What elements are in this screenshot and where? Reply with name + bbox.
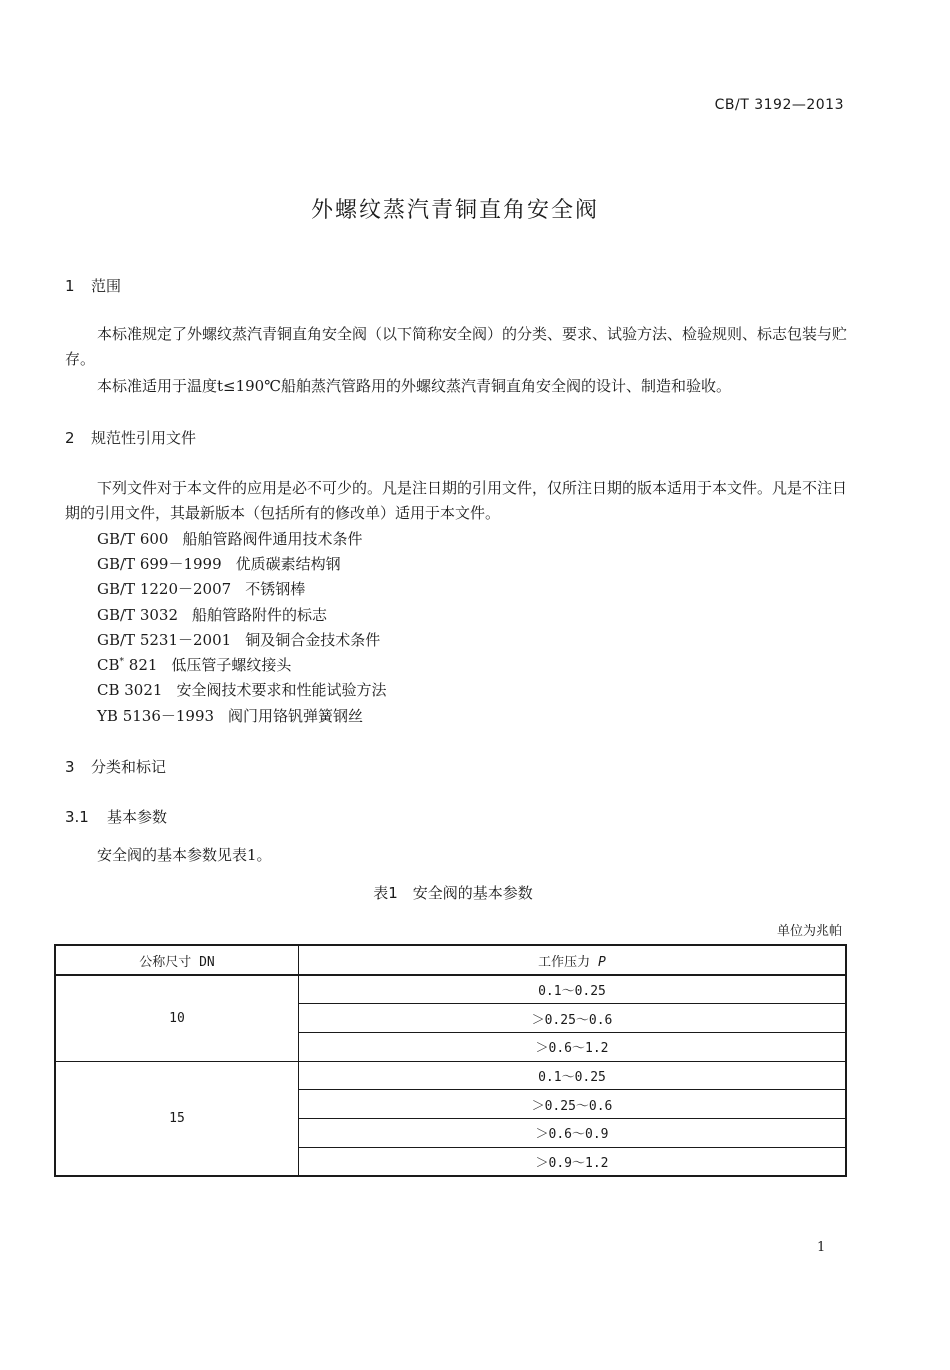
section-1-heading (65, 275, 121, 296)
reference-name: 不锈钢棒 (245, 580, 306, 598)
reference-item (97, 629, 380, 650)
reference-name: 阀门用铬钒弹簧钢丝 (228, 707, 364, 725)
pressure-cell: ＞0.9～1.2 (299, 1147, 847, 1176)
scope-paragraph-1: 本标准规定了外螺纹蒸汽青铜直角安全阀（以下简称安全阀）的分类、要求、试验方法、检验规则、标志包装与贮存。 (65, 325, 848, 368)
reference-name: 船舶管路阀件通用技术条件 (182, 530, 363, 548)
table-caption: 表1 安全阀的基本参数 (373, 884, 533, 902)
reference-name: 铜及铜合金技术条件 (245, 631, 381, 649)
reference-name: 低压管子螺纹接头 (171, 656, 292, 674)
reference-code: GB/T 1220－2007 (97, 580, 232, 598)
reference-code (97, 656, 157, 674)
dn-cell: 10 (55, 975, 299, 1061)
header-dn: 公称尺寸 DN (55, 945, 299, 975)
section-2-heading (65, 427, 196, 448)
reference-code-suffix: 821 (128, 656, 158, 674)
parameters-table (54, 944, 847, 1177)
reference-name: 优质碳素结构钢 (235, 555, 341, 573)
pressure-cell: 0.1～0.25 (299, 1061, 847, 1090)
references-intro-paragraph: 下列文件对于本文件的应用是必不可少的。凡是注日期的引用文件，仅所注日期的版本适用于本文件。凡是不注日期的引用文件，其最新版本（包括所有的修改单）适用于本文件。 (65, 479, 848, 522)
scope-paragraph-2: 本标准适用于温度t≤190℃船舶蒸汽管路用的外螺纹蒸汽青铜直角安全阀的设计、制造和验收。 (97, 377, 732, 395)
reference-item (97, 528, 362, 549)
reference-item (97, 553, 341, 574)
table-row (55, 1061, 846, 1090)
section-number: 3.1 (65, 808, 89, 826)
dn-cell: 15 (55, 1061, 299, 1176)
reference-code-asterisk: * (119, 657, 124, 667)
pressure-cell: ＞0.25～0.6 (299, 1090, 847, 1119)
reference-code-prefix: CB (97, 656, 120, 674)
page-number: 1 (817, 1240, 826, 1255)
pressure-cell: 0.1～0.25 (299, 975, 847, 1004)
reference-code: GB/T 5231－2001 (97, 631, 232, 649)
section-title: 范围 (91, 277, 122, 295)
header-pressure-symbol: P (598, 954, 606, 970)
reference-item (97, 679, 386, 700)
reference-code: GB/T 600 (97, 530, 169, 548)
section-3-heading (65, 756, 166, 777)
reference-code: YB 5136－1993 (97, 707, 215, 725)
section-number: 1 (65, 277, 75, 295)
section-number: 2 (65, 429, 75, 447)
header-pressure-label: 工作压力 (538, 954, 591, 970)
reference-name: 安全阀技术要求和性能试验方法 (176, 681, 387, 699)
header-pressure (299, 945, 847, 975)
section-number: 3 (65, 758, 75, 776)
reference-item (97, 654, 291, 675)
document-title: 外螺纹蒸汽青铜直角安全阀 (310, 198, 599, 223)
reference-name: 船舶管路附件的标志 (192, 606, 328, 624)
reference-item (97, 578, 305, 599)
reference-item (97, 705, 363, 726)
reference-item (97, 604, 327, 625)
pressure-cell: ＞0.6～1.2 (299, 1033, 847, 1062)
section-3-1-heading (65, 806, 167, 827)
reference-code: CB 3021 (97, 681, 163, 699)
params-intro-paragraph: 安全阀的基本参数见表1。 (97, 846, 272, 864)
pressure-cell: ＞0.25～0.6 (299, 1004, 847, 1033)
table-unit: 单位为兆帕 (776, 924, 842, 939)
reference-code: GB/T 3032 (97, 606, 179, 624)
table-header-row (55, 945, 846, 975)
reference-code: GB/T 699－1999 (97, 555, 222, 573)
section-title: 规范性引用文件 (91, 429, 197, 447)
section-title: 分类和标记 (91, 758, 167, 776)
pressure-cell: ＞0.6～0.9 (299, 1119, 847, 1148)
table-row (55, 975, 846, 1004)
standard-code: CB/T 3192—2013 (714, 97, 844, 113)
section-title: 基本参数 (107, 808, 168, 826)
